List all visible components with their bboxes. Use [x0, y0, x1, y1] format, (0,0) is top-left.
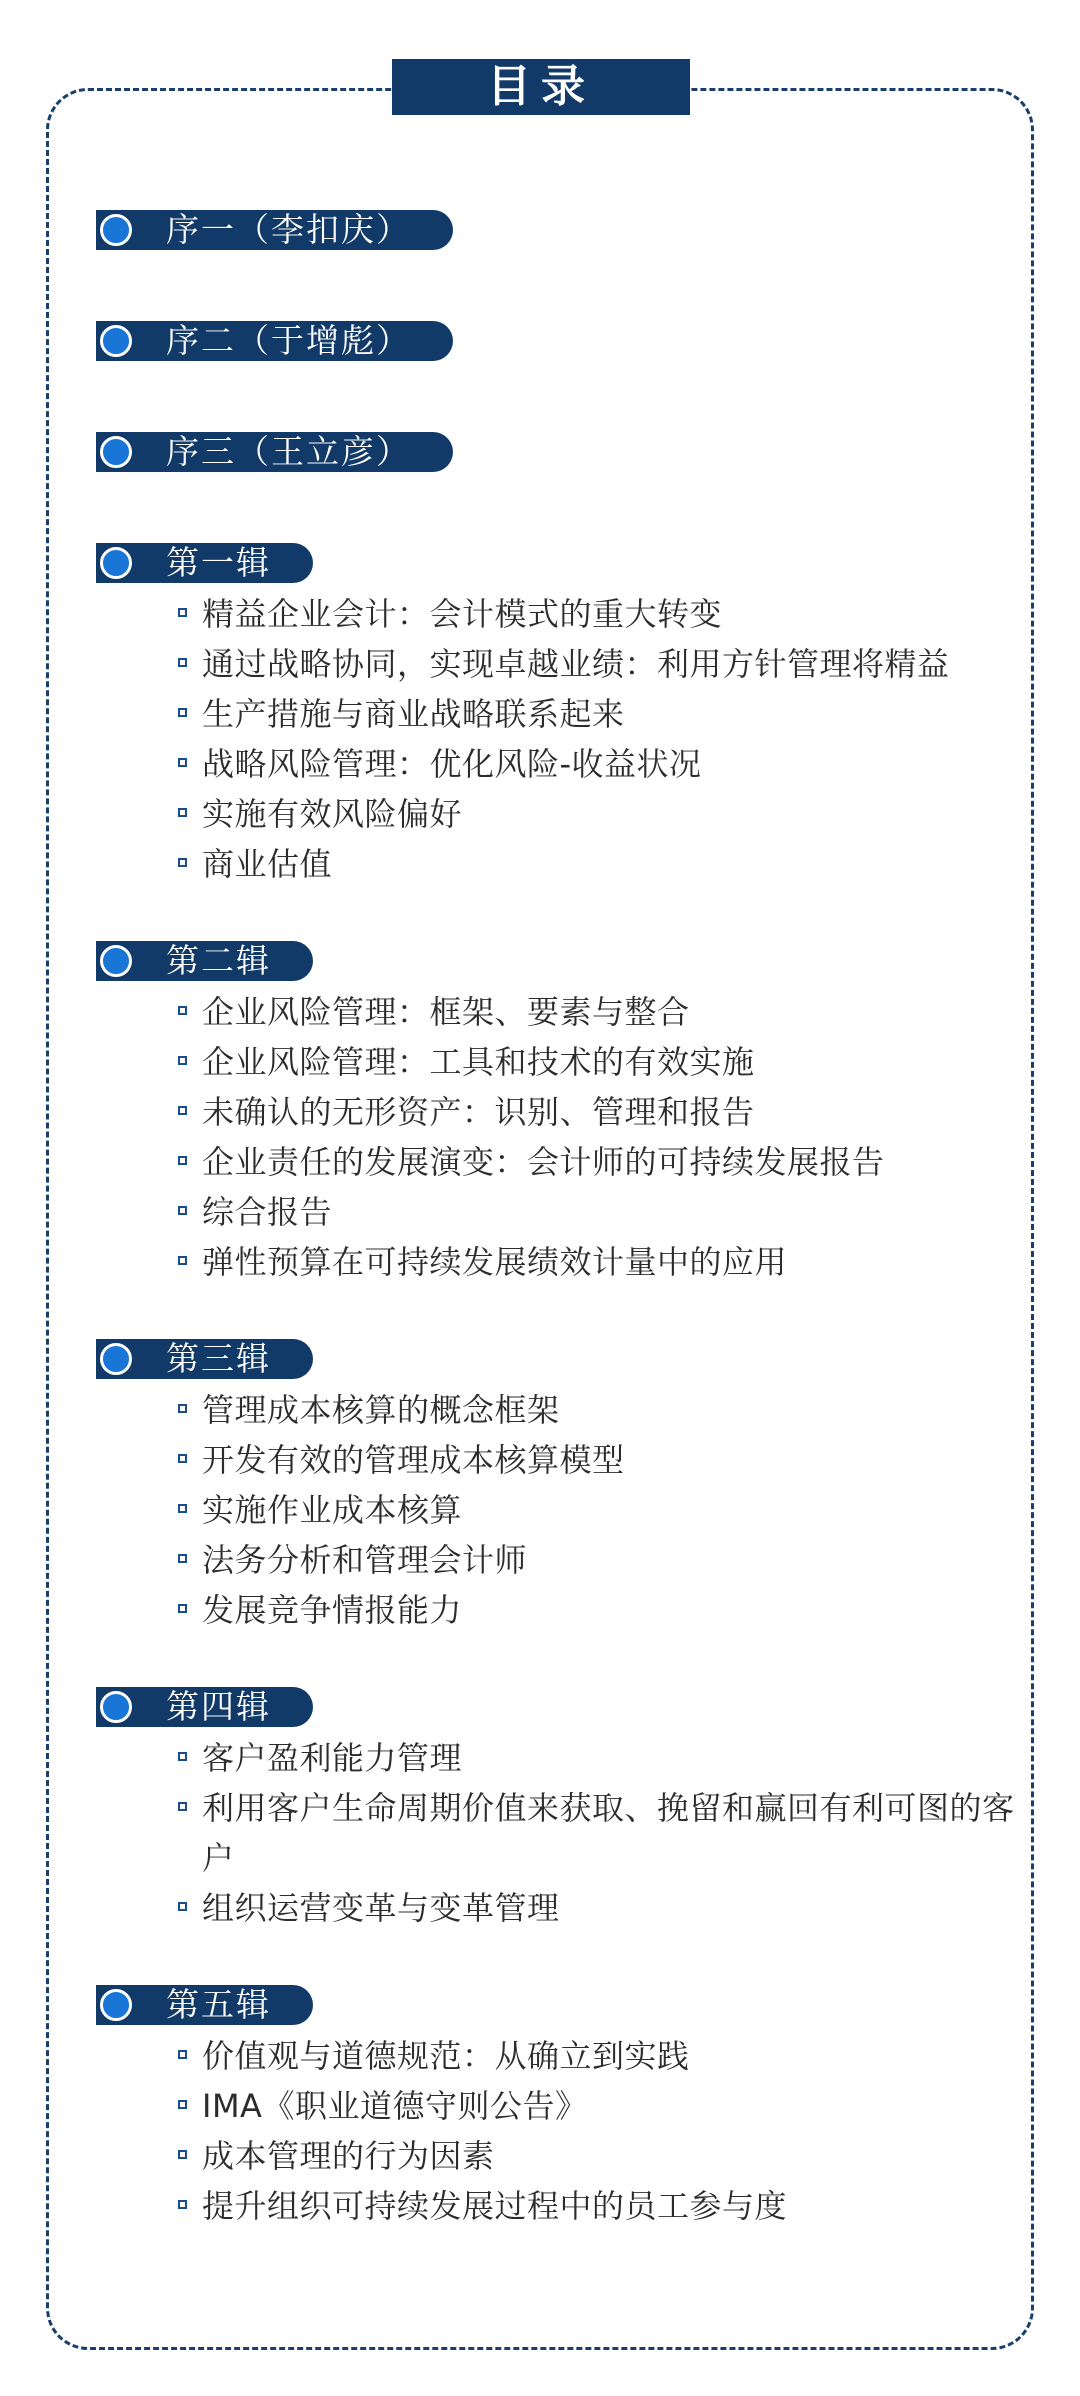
- square-bullet-icon: [178, 708, 187, 717]
- list-item[interactable]: IMA《职业道德守则公告》: [178, 2081, 1016, 2131]
- section-header[interactable]: [96, 1985, 313, 2025]
- square-bullet-icon: [178, 2100, 187, 2109]
- square-bullet-icon: [178, 1106, 187, 1115]
- section-header[interactable]: [96, 1687, 313, 1727]
- square-bullet-icon: [178, 1554, 187, 1563]
- square-bullet-icon: [178, 1206, 187, 1215]
- square-bullet-icon: [178, 1404, 187, 1413]
- square-bullet-icon: [178, 1454, 187, 1463]
- square-bullet-icon: [178, 1256, 187, 1265]
- bullet-circle-icon: [100, 436, 132, 468]
- section-header: [96, 432, 453, 472]
- preface-3[interactable]: [96, 432, 1016, 543]
- section-header[interactable]: [96, 1339, 313, 1379]
- section-gap: [96, 889, 1016, 941]
- list-item[interactable]: 综合报告: [178, 1187, 1016, 1237]
- list-item[interactable]: 精益企业会计：会计模式的重大转变: [178, 589, 1016, 639]
- section-items: [96, 987, 1016, 1287]
- section-1: [96, 543, 1016, 889]
- square-bullet-icon: [178, 808, 187, 817]
- list-item[interactable]: 通过战略协同，实现卓越业绩：利用方针管理将精益: [178, 639, 1016, 689]
- section-items: [96, 589, 1016, 889]
- section-header: [96, 210, 453, 250]
- section-2: [96, 941, 1016, 1287]
- section-header[interactable]: [96, 543, 313, 583]
- list-item[interactable]: 利用客户生命周期价值来获取、挽留和赢回有利可图的客户: [178, 1783, 1016, 1883]
- square-bullet-icon: [178, 858, 187, 867]
- list-item[interactable]: 提升组织可持续发展过程中的员工参与度: [178, 2181, 1016, 2231]
- bullet-circle-icon: [100, 1989, 132, 2021]
- square-bullet-icon: [178, 2050, 187, 2059]
- list-item[interactable]: 企业责任的发展演变：会计师的可持续发展报告: [178, 1137, 1016, 1187]
- section-gap: [96, 1635, 1016, 1687]
- square-bullet-icon: [178, 608, 187, 617]
- section-label: 第三辑: [166, 1339, 271, 1378]
- square-bullet-icon: [178, 1752, 187, 1761]
- section-items: [96, 2031, 1016, 2231]
- list-item[interactable]: 法务分析和管理会计师: [178, 1535, 1016, 1585]
- section-3: [96, 1339, 1016, 1635]
- bullet-circle-icon: [100, 945, 132, 977]
- square-bullet-icon: [178, 758, 187, 767]
- square-bullet-icon: [178, 658, 187, 667]
- section-label: 第一辑: [166, 543, 271, 582]
- section-items: [96, 1733, 1016, 1933]
- section-5: [96, 1985, 1016, 2231]
- square-bullet-icon: [178, 1156, 187, 1165]
- page-title: 目录: [392, 59, 690, 115]
- list-item[interactable]: 生产措施与商业战略联系起来: [178, 689, 1016, 739]
- bullet-circle-icon: [100, 214, 132, 246]
- square-bullet-icon: [178, 1504, 187, 1513]
- list-item[interactable]: 企业风险管理：框架、要素与整合: [178, 987, 1016, 1037]
- square-bullet-icon: [178, 1056, 187, 1065]
- list-item[interactable]: 商业估值: [178, 839, 1016, 889]
- preface-1[interactable]: [96, 210, 1016, 321]
- section-label: 序一（李扣庆）: [166, 210, 411, 249]
- square-bullet-icon: [178, 1604, 187, 1613]
- list-item[interactable]: 客户盈利能力管理: [178, 1733, 1016, 1783]
- toc-content: [96, 210, 1016, 2231]
- section-label: 第四辑: [166, 1687, 271, 1726]
- section-gap: [96, 1933, 1016, 1985]
- section-header: [96, 321, 453, 361]
- bullet-circle-icon: [100, 547, 132, 579]
- preface-2[interactable]: [96, 321, 1016, 432]
- section-gap: [96, 1287, 1016, 1339]
- section-label: 序三（王立彦）: [166, 432, 411, 471]
- section-items: [96, 1385, 1016, 1635]
- list-item[interactable]: 价值观与道德规范：从确立到实践: [178, 2031, 1016, 2081]
- list-item[interactable]: 战略风险管理：优化风险-收益状况: [178, 739, 1016, 789]
- bullet-circle-icon: [100, 325, 132, 357]
- bullet-circle-icon: [100, 1691, 132, 1723]
- section-label: 序二（于增彪）: [166, 321, 411, 360]
- square-bullet-icon: [178, 1802, 187, 1811]
- list-item[interactable]: 成本管理的行为因素: [178, 2131, 1016, 2181]
- list-item[interactable]: 实施作业成本核算: [178, 1485, 1016, 1535]
- bullet-circle-icon: [100, 1343, 132, 1375]
- square-bullet-icon: [178, 1902, 187, 1911]
- list-item[interactable]: 开发有效的管理成本核算模型: [178, 1435, 1016, 1485]
- section-4: [96, 1687, 1016, 1933]
- list-item[interactable]: 组织运营变革与变革管理: [178, 1883, 1016, 1933]
- section-label: 第五辑: [166, 1985, 271, 2024]
- list-item[interactable]: 企业风险管理：工具和技术的有效实施: [178, 1037, 1016, 1087]
- square-bullet-icon: [178, 2150, 187, 2159]
- list-item[interactable]: 管理成本核算的概念框架: [178, 1385, 1016, 1435]
- square-bullet-icon: [178, 2200, 187, 2209]
- section-label: 第二辑: [166, 941, 271, 980]
- list-item[interactable]: 未确认的无形资产：识别、管理和报告: [178, 1087, 1016, 1137]
- list-item[interactable]: 弹性预算在可持续发展绩效计量中的应用: [178, 1237, 1016, 1287]
- section-header[interactable]: [96, 941, 313, 981]
- square-bullet-icon: [178, 1006, 187, 1015]
- list-item[interactable]: 发展竞争情报能力: [178, 1585, 1016, 1635]
- list-item[interactable]: 实施有效风险偏好: [178, 789, 1016, 839]
